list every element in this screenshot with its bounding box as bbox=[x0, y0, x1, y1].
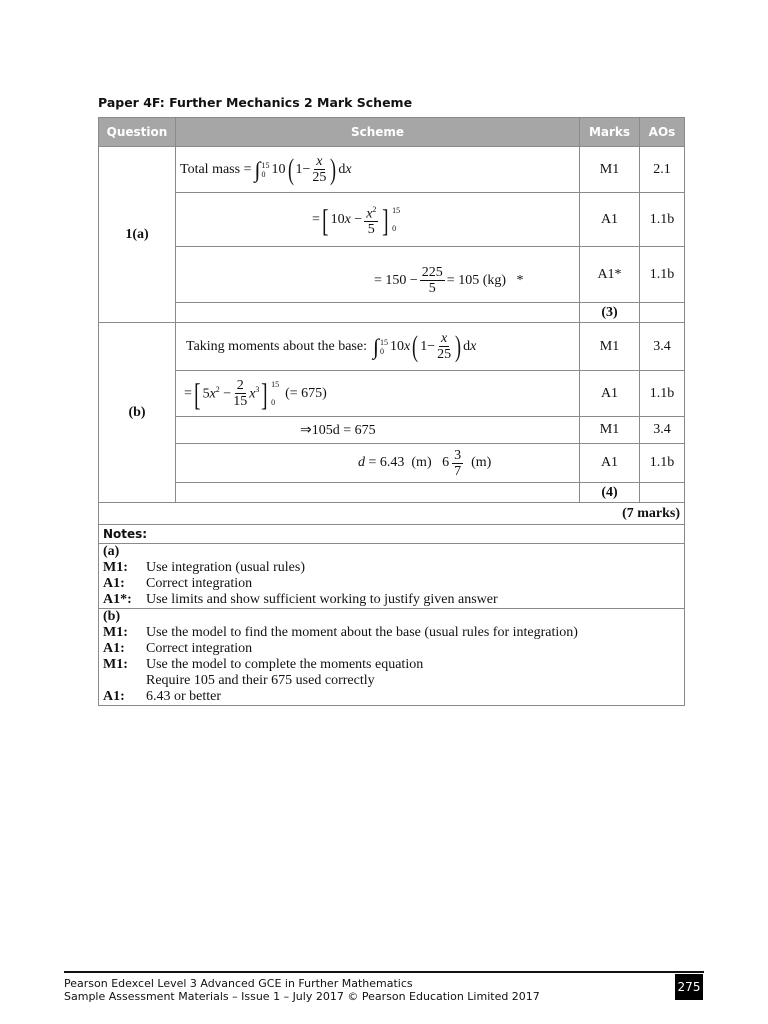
header-scheme: Scheme bbox=[176, 118, 580, 147]
mark-cell: A1* bbox=[580, 247, 640, 303]
table-header-row bbox=[99, 118, 685, 147]
mark-cell: M1 bbox=[580, 147, 640, 193]
ao-cell bbox=[640, 303, 685, 323]
table-row bbox=[99, 371, 685, 417]
mark-scheme-table bbox=[98, 117, 685, 706]
list-item: A1*: Use limits and show sufficient working to justify given answer bbox=[103, 592, 498, 607]
table-row bbox=[99, 444, 685, 483]
mark-cell: A1 bbox=[580, 371, 640, 417]
mark-cell: M1 bbox=[580, 323, 640, 371]
list-item: M1: Use integration (usual rules) bbox=[103, 560, 306, 575]
page-footer bbox=[64, 971, 704, 1003]
list-item: M1: Use the model to find the moment about the base (usual rules for integration) bbox=[103, 625, 578, 640]
total-marks: (7 marks) bbox=[99, 503, 685, 525]
table-row bbox=[99, 417, 685, 444]
page-number: 275 bbox=[675, 974, 703, 1000]
scheme-cell bbox=[176, 417, 580, 444]
integration-result-expression: = [ 10x − $\frac{x^2}{5}$ ] 15 0 bbox=[312, 201, 401, 238]
mark-cell: M1 bbox=[580, 417, 640, 444]
ao-cell: 2.1 bbox=[640, 147, 685, 193]
notes-b-label: (b) bbox=[103, 609, 121, 624]
scheme-cell bbox=[176, 247, 580, 303]
scheme-cell bbox=[176, 303, 580, 323]
list-item: M1: Use the model to complete the moments equation bbox=[103, 657, 424, 672]
footer-line-2: Sample Assessment Materials – Issue 1 – July 2017 © Pearson Education Limited 2017 bbox=[64, 990, 540, 1003]
ao-cell: 3.4 bbox=[640, 417, 685, 444]
notes-heading-row bbox=[99, 525, 685, 544]
scheme-cell bbox=[176, 371, 580, 417]
mark-cell: A1 bbox=[580, 444, 640, 483]
subtotal-row bbox=[99, 303, 685, 323]
notes-a bbox=[99, 544, 685, 609]
header-aos: AOs bbox=[640, 118, 685, 147]
header-marks: Marks bbox=[580, 118, 640, 147]
table-row bbox=[99, 247, 685, 303]
total-mass-label: Total mass = bbox=[180, 161, 252, 177]
total-row bbox=[99, 503, 685, 525]
total-mass-expression: Total mass = ∫ 15 0 10 ( 1− $\frac{x}{25}$ ) dx bbox=[180, 152, 352, 186]
ao-cell: 1.1b bbox=[640, 247, 685, 303]
table-row bbox=[99, 323, 685, 371]
moments-equation: ⇒105d = 675 bbox=[300, 422, 376, 438]
subtotal-a: (3) bbox=[580, 303, 640, 323]
scheme-cell bbox=[176, 323, 580, 371]
notes-heading: Notes: bbox=[99, 525, 685, 544]
table-row bbox=[99, 193, 685, 247]
scheme-cell bbox=[176, 483, 580, 503]
scheme-cell bbox=[176, 147, 580, 193]
subtotal-b: (4) bbox=[580, 483, 640, 503]
total-mass-result-expression: = 150 − $\frac{225}{5}$ = 105 (kg) * bbox=[374, 265, 524, 296]
header-question: Question bbox=[99, 118, 176, 147]
question-label-1b: (b) bbox=[99, 323, 176, 503]
notes-a-row bbox=[99, 544, 685, 609]
scheme-cell bbox=[176, 444, 580, 483]
notes-b bbox=[99, 609, 685, 706]
notes-a-label: (a) bbox=[103, 544, 120, 559]
list-item: A1: Correct integration bbox=[103, 641, 253, 656]
question-label-1a: 1(a) bbox=[99, 147, 176, 323]
ao-cell: 1.1b bbox=[640, 444, 685, 483]
notes-b-row bbox=[99, 609, 685, 706]
moments-label: Taking moments about the base: bbox=[186, 338, 367, 354]
footer-line-1: Pearson Edexcel Level 3 Advanced GCE in Further Mathematics bbox=[64, 977, 413, 990]
ao-cell: 1.1b bbox=[640, 193, 685, 247]
table-row bbox=[99, 147, 685, 193]
moments-integration-expression: = [ $5x^2$ − $\frac{2}{15}$ $x^3$ ] 15 0 (= 675) bbox=[184, 375, 327, 412]
scheme-cell bbox=[176, 193, 580, 247]
page-title: Paper 4F: Further Mechanics 2 Mark Scheme bbox=[98, 95, 413, 110]
ao-cell bbox=[640, 483, 685, 503]
mark-cell: A1 bbox=[580, 193, 640, 247]
ao-cell: 3.4 bbox=[640, 323, 685, 371]
moments-expression: Taking moments about the base: ∫ 15 0 10x ( 1− $\frac{x}{25}$ ) dx bbox=[186, 329, 477, 363]
subtotal-row bbox=[99, 483, 685, 503]
list-item: A1: 6.43 or better bbox=[103, 689, 222, 704]
list-item: A1: Correct integration bbox=[103, 576, 253, 591]
distance-result-expression: d = 6.43 (m) 6 $\frac{3}{7}$ (m) bbox=[358, 447, 492, 479]
list-item: Require 105 and their 675 used correctly bbox=[146, 673, 375, 688]
ao-cell: 1.1b bbox=[640, 371, 685, 417]
